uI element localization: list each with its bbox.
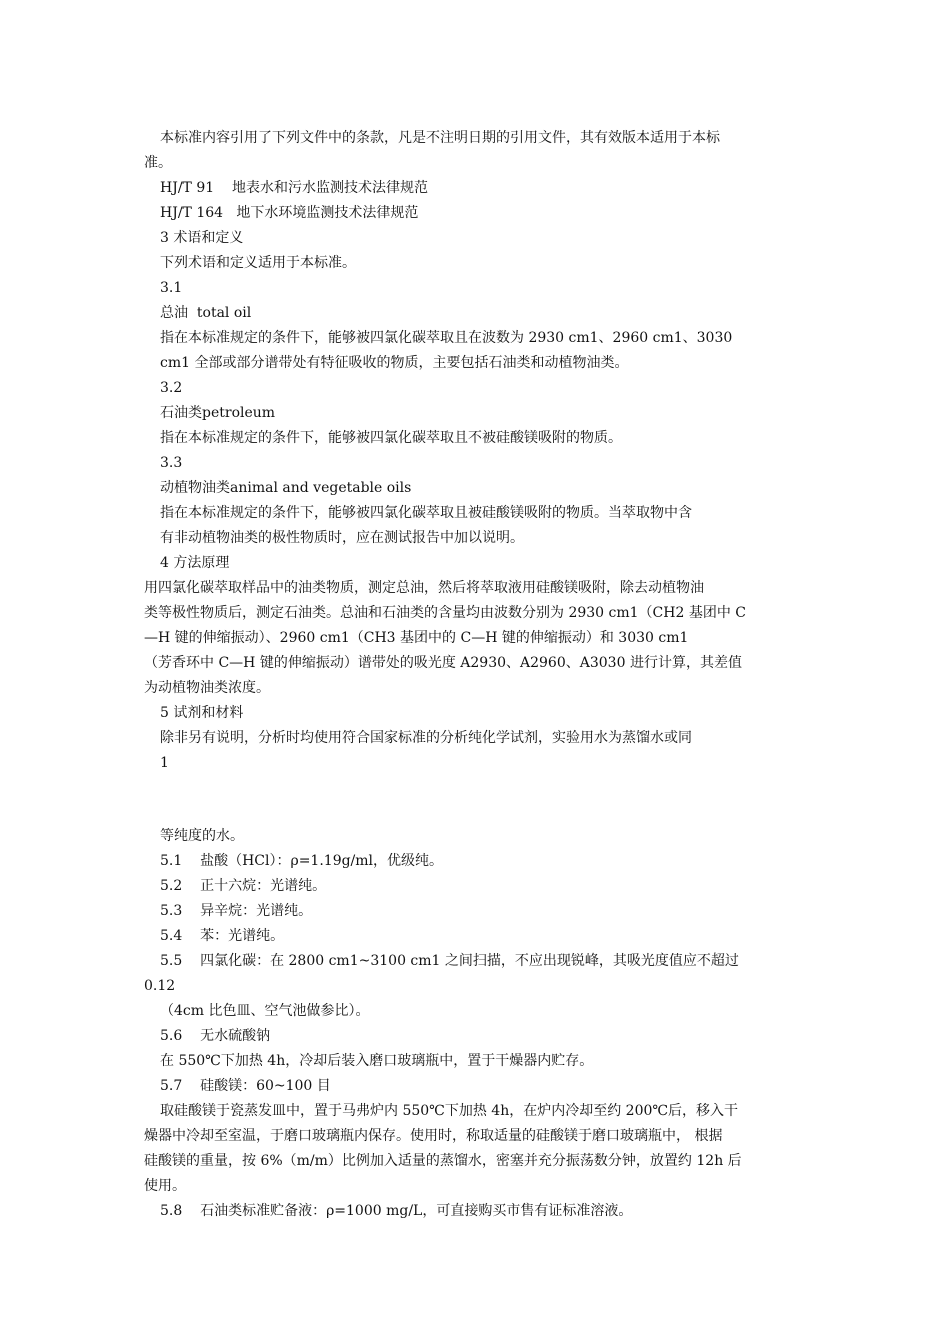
paragraph-line: 指在本标准规定的条件下，能够被四氯化碳萃取且被硅酸镁吸附的物质。当萃取物中含 <box>160 505 692 521</box>
reagent-item: 5.2 正十六烷：光谱纯。 <box>160 878 327 894</box>
reagent-item: 5.5 四氯化碳：在 2800 cm1~3100 cm1 之间扫描，不应出现锐峰，其吸光度值应不超过 <box>160 953 739 969</box>
paragraph-line: 下列术语和定义适用于本标准。 <box>160 255 356 271</box>
paragraph-line: 用四氯化碳萃取样品中的油类物质，测定总油，然后将萃取液用硅酸镁吸附，除去动植物油 <box>144 580 704 596</box>
paragraph-line: 燥器中冷却至室温，于磨口玻璃瓶内保存。使用时，称取适量的硅酸镁于磨口玻璃瓶中， 根据 <box>144 1128 723 1144</box>
paragraph-line: 类等极性物质后，测定石油类。总油和石油类的含量均由波数分别为 2930 cm1（CH2 基团中 C <box>144 605 746 621</box>
paragraph-line: 使用。 <box>144 1178 186 1194</box>
clause-number: 3.1 <box>160 280 183 296</box>
paragraph-line: 0.12 <box>144 978 176 994</box>
paragraph-line: 硅酸镁的重量，按 6%（m/m）比例加入适量的蒸馏水，密塞并充分振荡数分钟，放置约 12h 后 <box>144 1153 742 1169</box>
paragraph-line: 为动植物油类浓度。 <box>144 680 270 696</box>
paragraph-line: 在 550℃下加热 4h，冷却后装入磨口玻璃瓶中，置于干燥器内贮存。 <box>160 1053 594 1069</box>
reagent-item: 5.1 盐酸（HCl）：ρ=1.19g/ml，优级纯。 <box>160 853 444 869</box>
section-heading: 3 术语和定义 <box>160 230 244 246</box>
reference-line: HJ/T 164 地下水环境监测技术法律规范 <box>160 205 419 221</box>
paragraph-line: 等纯度的水。 <box>160 828 244 844</box>
paragraph-line: （芳香环中 C—H 键的伸缩振动）谱带处的吸光度 A2930、A2960、A3030 进行计算，其差值 <box>144 655 742 671</box>
term-heading: 总油 total oil <box>160 305 252 321</box>
paragraph-line: 有非动植物油类的极性物质时，应在测试报告中加以说明。 <box>160 530 524 546</box>
paragraph-line: 准。 <box>144 155 172 171</box>
paragraph-line: 本标准内容引用了下列文件中的条款，凡是不注明日期的引用文件，其有效版本适用于本标 <box>160 130 720 146</box>
paragraph-line: 取硅酸镁于瓷蒸发皿中，置于马弗炉内 550℃下加热 4h，在炉内冷却至约 200℃后，移入干 <box>160 1103 739 1119</box>
section-heading: 5 试剂和材料 <box>160 705 244 721</box>
paragraph-line: —H 键的伸缩振动）、2960 cm1（CH3 基团中的 C—H 键的伸缩振动）和 3030 cm1 <box>144 630 689 646</box>
reference-line: HJ/T 91 地表水和污水监测技术法律规范 <box>160 180 428 196</box>
reagent-item: 5.3 异辛烷：光谱纯。 <box>160 903 313 919</box>
paragraph-line: 除非另有说明，分析时均使用符合国家标准的分析纯化学试剂，实验用水为蒸馏水或同 <box>160 730 692 746</box>
paragraph-line: 指在本标准规定的条件下，能够被四氯化碳萃取且在波数为 2930 cm1、2960 cm1、3030 <box>160 330 733 346</box>
section-heading: 4 方法原理 <box>160 555 230 571</box>
clause-number: 3.3 <box>160 455 183 471</box>
reagent-item: 5.4 苯：光谱纯。 <box>160 928 285 944</box>
clause-number: 3.2 <box>160 380 183 396</box>
paragraph-line: cm1 全部或部分谱带处有特征吸收的物质，主要包括石油类和动植物油类。 <box>160 355 629 371</box>
reagent-item: 5.6 无水硫酸钠 <box>160 1028 271 1044</box>
paragraph-line: 指在本标准规定的条件下，能够被四氯化碳萃取且不被硅酸镁吸附的物质。 <box>160 430 622 446</box>
term-heading: 动植物油类animal and vegetable oils <box>160 480 412 496</box>
paragraph-line: （4cm 比色皿、空气池做参比）。 <box>160 1003 370 1019</box>
term-heading: 石油类petroleum <box>160 405 276 421</box>
page-number: 1 <box>160 755 169 771</box>
reagent-item: 5.7 硅酸镁：60~100 目 <box>160 1078 331 1094</box>
reagent-item: 5.8 石油类标准贮备液：ρ=1000 mg/L，可直接购买市售有证标准溶液。 <box>160 1203 633 1219</box>
